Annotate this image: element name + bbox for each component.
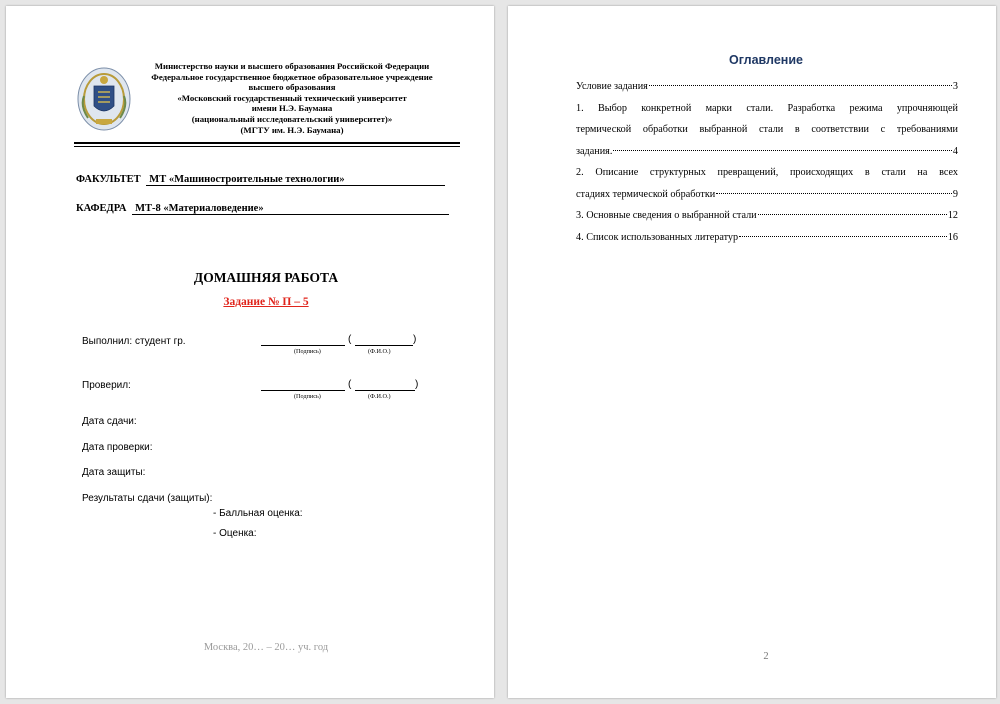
grade-label: - Оценка:	[213, 528, 257, 539]
check-date-label: Дата проверки:	[82, 442, 153, 453]
toc-entry-text: стадиях термической обработки	[576, 188, 716, 200]
institution-header	[124, 61, 460, 135]
page-number: 2	[763, 651, 769, 662]
toc-entry-text: 2. Описание структурных превращений, происходящих в стали на всех	[576, 167, 958, 178]
table-of-contents	[576, 76, 958, 248]
header-line: Министерство науки и высшего образования Российской Федерации	[154, 61, 430, 71]
document-title: ДОМАШНЯЯ РАБОТА	[193, 270, 339, 285]
department-value: МТ-8 «Материаловедение»	[132, 203, 449, 215]
submission-date-label: Дата сдачи:	[82, 416, 137, 427]
defense-date-label: Дата защиты:	[82, 467, 146, 478]
toc-page-number: 12	[947, 210, 958, 221]
toc-page-number: 16	[947, 231, 958, 243]
paren-open: (	[348, 334, 352, 345]
title-page	[6, 6, 494, 698]
toc-entry[interactable]	[576, 162, 958, 205]
header-divider-thin	[74, 146, 460, 147]
header-line: «Московский государственный технический университет	[177, 92, 407, 103]
header-line: высшего образования	[248, 82, 336, 93]
header-line: имени Н.Э. Баумана	[251, 103, 333, 114]
toc-entry[interactable]	[576, 205, 958, 227]
checked-by-label: Проверил:	[82, 380, 131, 391]
fio-caption: (Ф.И.О.)	[368, 348, 391, 355]
header-divider	[74, 142, 460, 144]
header-line: (МГТУ им. Н.Э. Баумана)	[240, 124, 344, 135]
faculty-field	[76, 174, 445, 186]
toc-entry-text: 1. Выбор конкретной марки стали. Разработка режима упрочняющей	[576, 102, 958, 114]
performed-by-label: Выполнил: студент гр.	[82, 336, 186, 347]
footer-city-year: Москва, 20… – 20… уч. год	[203, 642, 329, 653]
signature-caption: (Подпись)	[294, 393, 321, 400]
toc-entry-text: Условие задания	[576, 81, 648, 92]
toc-page-number: 9	[952, 188, 958, 200]
fio-caption: (Ф.И.О.)	[368, 393, 391, 400]
department-field	[76, 203, 449, 215]
paren-close: )	[415, 379, 419, 390]
toc-entry-text: 4. Список использованных литератур	[576, 231, 739, 243]
faculty-label: ФАКУЛЬТЕТ	[76, 174, 141, 185]
paren-close: )	[413, 334, 417, 345]
task-title: Задание № П – 5	[223, 296, 309, 308]
fio-line	[355, 344, 413, 346]
toc-entry[interactable]	[576, 76, 958, 98]
signature-caption: (Подпись)	[294, 348, 321, 355]
toc-entry[interactable]	[576, 227, 958, 249]
paren-open: (	[348, 379, 352, 390]
dot-leader	[739, 236, 947, 237]
dot-leader	[758, 214, 947, 215]
dot-leader	[716, 193, 952, 194]
signature-line	[261, 344, 345, 346]
score-label: - Балльная оценка:	[213, 508, 303, 519]
toc-entry-text: задания.	[576, 145, 613, 157]
header-line: (национальный исследовательский университет)»	[191, 113, 393, 124]
header-line: Федеральное государственное бюджетное образовательное учреждение	[151, 71, 433, 82]
toc-page-number: 4	[952, 145, 958, 157]
signature-line	[261, 389, 345, 391]
toc-entry-text: 3. Основные сведения о выбранной стали	[576, 210, 757, 221]
faculty-value: МТ «Машиностроительные технологии»	[146, 174, 445, 186]
results-label: Результаты сдачи (защиты):	[82, 493, 213, 504]
toc-entry-text: термической обработки выбранной стали в соответствии с требованиями	[576, 124, 958, 135]
department-label: КАФЕДРА	[76, 203, 127, 214]
toc-page-number: 3	[952, 81, 958, 92]
toc-page	[508, 6, 996, 698]
dot-leader	[613, 150, 952, 151]
toc-title: Оглавление	[729, 53, 803, 67]
fio-line	[355, 389, 415, 391]
toc-entry[interactable]	[576, 98, 958, 163]
dot-leader	[649, 85, 952, 86]
